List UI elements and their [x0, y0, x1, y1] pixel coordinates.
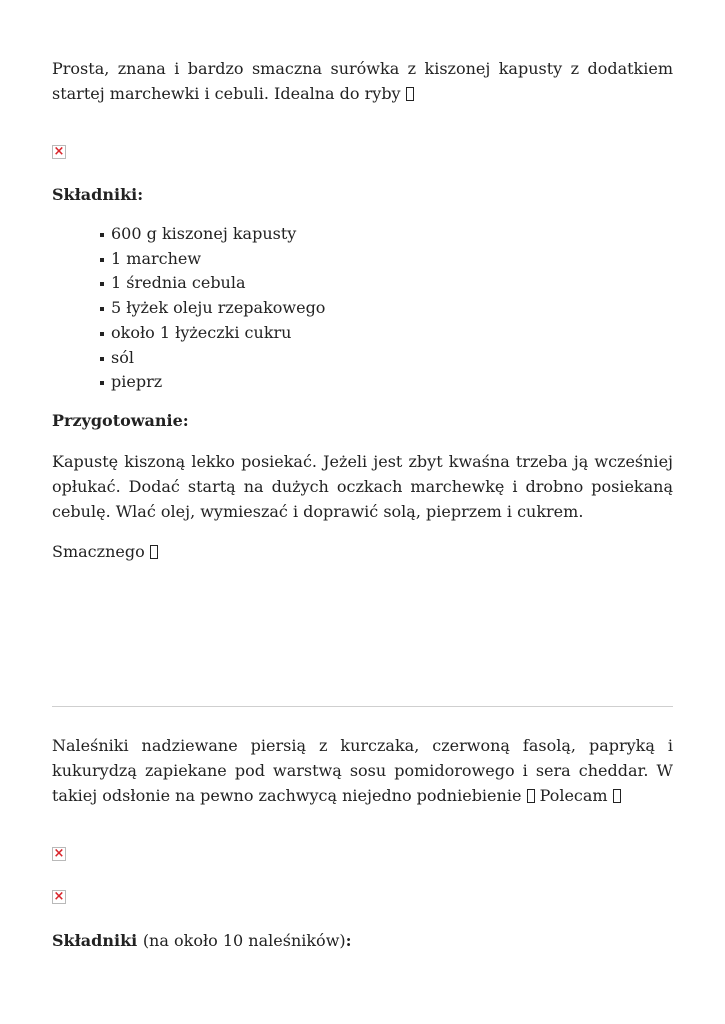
- broken-image-icon[interactable]: [52, 847, 66, 861]
- post-separator: [52, 706, 673, 707]
- emoji-glyph: [406, 87, 414, 101]
- list-item: 600 g kiszonej kapusty: [100, 222, 673, 247]
- ingredients-heading: Składniki:: [52, 185, 144, 204]
- closing-text: Smacznego: [52, 539, 158, 564]
- emoji-glyph: [527, 789, 535, 803]
- preparation-text: Kapustę kiszoną lekko posiekać. Jeżeli jest zbyt kwaśna trzeba ją wcześniej opłukać. Dodać startą na dużych oczkach marchewkę i drobno posiekaną cebulę. Wlać olej, wymieszać i doprawić solą, pieprzem i cukrem.: [52, 452, 673, 521]
- list-item: sól: [100, 346, 673, 371]
- preparation-heading: Przygotowanie:: [52, 411, 189, 430]
- broken-image-icon[interactable]: [52, 145, 66, 159]
- emoji-glyph: [613, 789, 621, 803]
- list-item: około 1 łyżeczki cukru: [100, 321, 673, 346]
- ingredients-list: [52, 222, 673, 395]
- list-item: 1 marchew: [100, 247, 673, 272]
- broken-image-icon[interactable]: [52, 890, 66, 904]
- post2-ingredients-heading: Składniki (na około 10 naleśników):: [52, 931, 352, 950]
- post2-intro: Naleśniki nadziewane piersią z kurczaka, czerwoną fasolą, papryką i kukurydzą zapiekane pod warstwą sosu pomidorowego i sera cheddar. W takiej odsłonie na pewno zachwycą niejedno podniebienie Polecam: [52, 736, 673, 805]
- list-item: pieprz: [100, 370, 673, 395]
- post1-intro: Prosta, znana i bardzo smaczna surówka z kiszonej kapusty z dodatkiem startej marchewki i cebuli. Idealna do ryby: [52, 59, 673, 103]
- list-item: 5 łyżek oleju rzepakowego: [100, 296, 673, 321]
- emoji-glyph: [150, 545, 158, 559]
- list-item: 1 średnia cebula: [100, 271, 673, 296]
